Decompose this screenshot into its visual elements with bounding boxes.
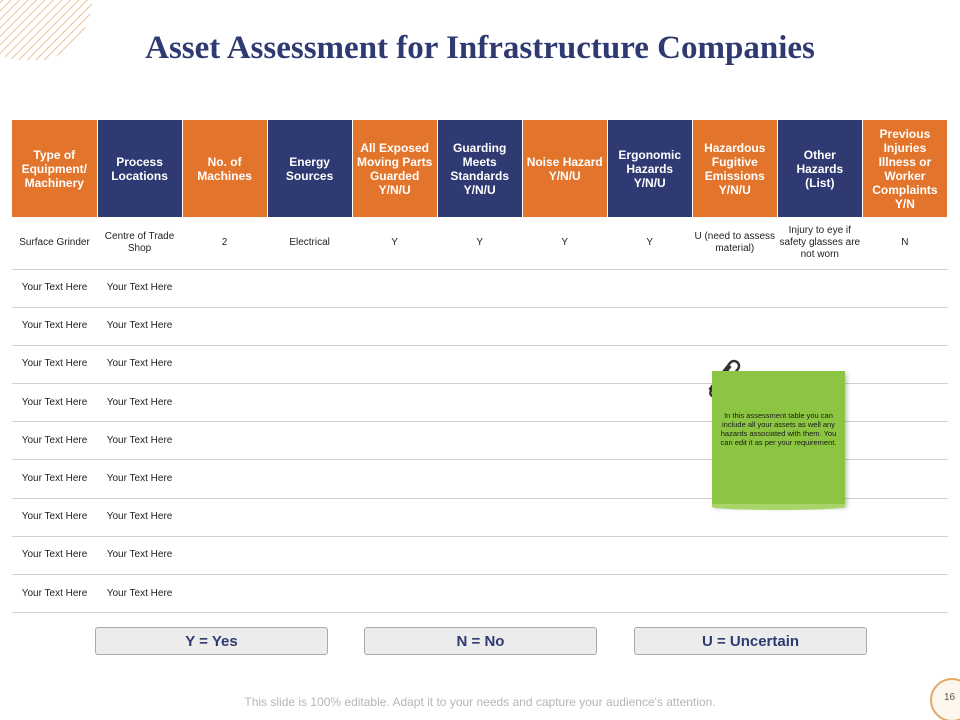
table-cell: Your Text Here: [97, 307, 182, 345]
table-cell: [437, 307, 522, 345]
table-cell: Your Text Here: [97, 269, 182, 307]
table-cell: Y: [607, 217, 692, 269]
table-cell: [607, 269, 692, 307]
table-cell: Your Text Here: [12, 536, 97, 574]
column-header: Energy Sources: [267, 120, 352, 217]
table-cell: [692, 536, 777, 574]
page-number: 16: [930, 678, 960, 720]
table-cell: [182, 498, 267, 536]
table-cell: [267, 345, 352, 383]
sticky-note-text: In this assessment table you can include all your assets as well any hazards associated with them. You can edit it as per your requirement.: [720, 411, 837, 447]
table-cell: [182, 575, 267, 613]
table-cell: [352, 384, 437, 422]
column-header: All Exposed Moving Parts Guarded Y/N/U: [352, 120, 437, 217]
column-header: Ergonomic Hazards Y/N/U: [607, 120, 692, 217]
table-cell: [182, 307, 267, 345]
table-cell: [352, 498, 437, 536]
column-header: Process Locations: [97, 120, 182, 217]
table-cell: [267, 460, 352, 498]
table-cell: Your Text Here: [12, 384, 97, 422]
table-cell: [692, 575, 777, 613]
table-cell: [267, 307, 352, 345]
table-cell: Injury to eye if safety glasses are not worn: [777, 217, 862, 269]
column-header: Hazardous Fugitive Emissions Y/N/U: [692, 120, 777, 217]
table-cell: Your Text Here: [12, 575, 97, 613]
column-header: Noise Hazard Y/N/U: [522, 120, 607, 217]
table-row: [12, 575, 948, 613]
column-header: No. of Machines: [182, 120, 267, 217]
footer-note: This slide is 100% editable. Adapt it to your needs and capture your audience's attention.: [244, 695, 716, 709]
column-header: Previous Injuries Illness or Worker Complaints Y/N: [862, 120, 947, 217]
table-cell: [862, 345, 947, 383]
table-row: [12, 536, 948, 574]
legend-yes: Y = Yes: [95, 627, 328, 655]
table-cell: [607, 536, 692, 574]
table-cell: Your Text Here: [97, 536, 182, 574]
table-cell: [352, 345, 437, 383]
table-cell: [522, 384, 607, 422]
table-row: [12, 217, 948, 269]
table-cell: [437, 536, 522, 574]
table-cell: [607, 498, 692, 536]
table-cell: Your Text Here: [97, 575, 182, 613]
table-cell: Centre of Trade Shop: [97, 217, 182, 269]
sticky-note: [712, 371, 845, 505]
table-cell: [267, 269, 352, 307]
table-cell: [267, 384, 352, 422]
table-cell: [267, 422, 352, 460]
table-cell: [437, 575, 522, 613]
table-cell: [267, 575, 352, 613]
table-cell: [437, 345, 522, 383]
table-cell: [692, 269, 777, 307]
column-header: Other Hazards (List): [777, 120, 862, 217]
table-cell: [607, 384, 692, 422]
table-cell: Your Text Here: [12, 460, 97, 498]
table-cell: [352, 536, 437, 574]
table-cell: [777, 269, 862, 307]
table-cell: [352, 269, 437, 307]
column-header: Type of Equipment/ Machinery: [12, 120, 97, 217]
table-cell: [522, 536, 607, 574]
table-cell: Your Text Here: [12, 345, 97, 383]
table-cell: Your Text Here: [97, 498, 182, 536]
table-cell: [777, 307, 862, 345]
table-cell: [777, 575, 862, 613]
table-cell: [862, 422, 947, 460]
asset-assessment-table: [12, 120, 948, 613]
legend-no: N = No: [364, 627, 597, 655]
table-cell: [522, 422, 607, 460]
table-cell: Y: [352, 217, 437, 269]
table-cell: [352, 460, 437, 498]
page-title: Asset Assessment for Infrastructure Companies: [145, 30, 815, 66]
table-cell: Your Text Here: [97, 422, 182, 460]
table-cell: [862, 575, 947, 613]
table-cell: [862, 460, 947, 498]
table-cell: [522, 307, 607, 345]
table-cell: [182, 536, 267, 574]
table-cell: [437, 498, 522, 536]
table-cell: [352, 307, 437, 345]
table-cell: Your Text Here: [97, 384, 182, 422]
table-cell: [437, 460, 522, 498]
table-cell: [862, 536, 947, 574]
table-cell: U (need to assess material): [692, 217, 777, 269]
table-cell: [522, 269, 607, 307]
table-cell: [862, 384, 947, 422]
table-cell: [352, 575, 437, 613]
table-cell: [522, 460, 607, 498]
table-cell: [862, 498, 947, 536]
column-header: Guarding Meets Standards Y/N/U: [437, 120, 522, 217]
table-header-row: [12, 120, 948, 217]
table-cell: [267, 498, 352, 536]
table-cell: [862, 269, 947, 307]
table-cell: Your Text Here: [12, 498, 97, 536]
table-cell: [607, 460, 692, 498]
table-cell: Your Text Here: [12, 269, 97, 307]
table-cell: [607, 307, 692, 345]
table-cell: Surface Grinder: [12, 217, 97, 269]
table-cell: [522, 575, 607, 613]
table-cell: Your Text Here: [97, 460, 182, 498]
table-cell: Electrical: [267, 217, 352, 269]
table-cell: [352, 422, 437, 460]
legend-uncertain: U = Uncertain: [634, 627, 867, 655]
table-cell: N: [862, 217, 947, 269]
table-cell: [182, 269, 267, 307]
table-cell: [522, 345, 607, 383]
table-cell: [182, 460, 267, 498]
table-cell: Y: [522, 217, 607, 269]
table-cell: [862, 307, 947, 345]
table-cell: [267, 536, 352, 574]
table-row: [12, 307, 948, 345]
table-cell: [607, 345, 692, 383]
table-cell: Your Text Here: [12, 422, 97, 460]
table-cell: [607, 422, 692, 460]
table-row: [12, 269, 948, 307]
table-cell: [607, 575, 692, 613]
table-cell: 2: [182, 217, 267, 269]
table-cell: [437, 269, 522, 307]
table-cell: [692, 307, 777, 345]
table-cell: Y: [437, 217, 522, 269]
table-cell: [182, 345, 267, 383]
table-cell: [182, 422, 267, 460]
table-cell: [437, 422, 522, 460]
table-cell: Your Text Here: [97, 345, 182, 383]
table-cell: Your Text Here: [12, 307, 97, 345]
table-cell: [522, 498, 607, 536]
table-cell: [182, 384, 267, 422]
table-cell: [777, 536, 862, 574]
table-cell: [437, 384, 522, 422]
